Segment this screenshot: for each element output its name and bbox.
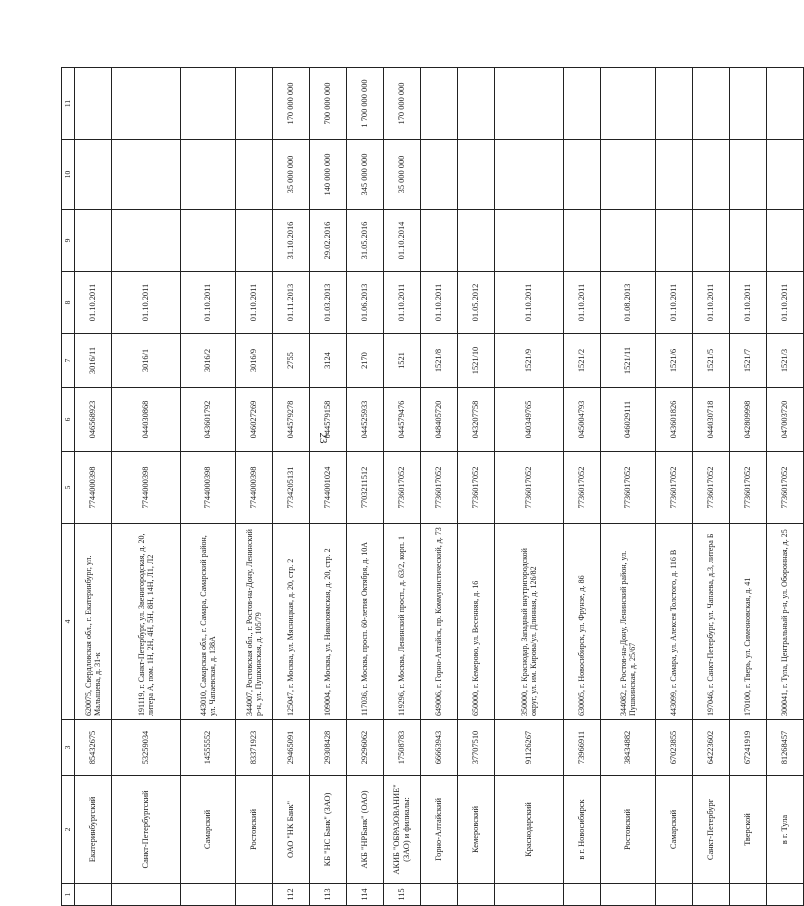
reg-number-cell: 2170 — [347, 334, 384, 388]
amount-cell — [693, 140, 730, 210]
start-date-cell: 01.10.2011 — [421, 272, 458, 334]
table-row — [181, 68, 236, 906]
inn-code-cell: 7744001024 — [310, 452, 347, 524]
row-number-cell: 112 — [273, 884, 310, 906]
table-row — [767, 68, 804, 906]
okpo-code-cell: 91126267 — [495, 720, 564, 776]
okpo-code-cell: 64223602 — [693, 720, 730, 776]
start-date-cell: 01.10.2011 — [495, 272, 564, 334]
rotated-table-container — [61, 68, 790, 906]
okpo-code-cell: 29308428 — [310, 720, 347, 776]
bik-code-cell: 046029111 — [601, 388, 656, 452]
address-cell: 125047, г. Москва, ул. Мясницкая, д. 20, стр. 2 — [273, 524, 310, 720]
bik-code-cell: 047003720 — [767, 388, 804, 452]
amount-cell — [75, 140, 112, 210]
start-date-cell: 01.10.2011 — [384, 272, 421, 334]
reg-number-cell: 1521/6 — [656, 334, 693, 388]
table-row — [458, 68, 495, 906]
bik-code-cell: 044579158 — [310, 388, 347, 452]
end-date-cell — [693, 210, 730, 272]
inn-code-cell: 7744000398 — [236, 452, 273, 524]
row-number-cell — [730, 884, 767, 906]
inn-code-cell: 7744000398 — [112, 452, 181, 524]
row-number-cell — [656, 884, 693, 906]
capital-cell — [458, 68, 495, 140]
okpo-code-cell: 67241919 — [730, 720, 767, 776]
inn-code-cell: 7744000398 — [181, 452, 236, 524]
capital-cell: 700 000 000 — [310, 68, 347, 140]
reg-number-cell: 1521/7 — [730, 334, 767, 388]
capital-cell — [181, 68, 236, 140]
bank-name-cell: Тверской — [730, 776, 767, 884]
address-cell: 630005, г. Новосибирск, ул. Фрунзе, д. 86 — [564, 524, 601, 720]
address-cell: 119296, г. Москва, Ленинский просп., д. 63/2, корп. 1 — [384, 524, 421, 720]
end-date-cell — [421, 210, 458, 272]
start-date-cell: 01.10.2011 — [236, 272, 273, 334]
capital-cell — [495, 68, 564, 140]
table-row — [347, 68, 384, 906]
okpo-code-cell: 29296062 — [347, 720, 384, 776]
address-cell: 197046, г. Санкт-Петербург, ул. Чапаева, д.3, литера Б — [693, 524, 730, 720]
start-date-cell: 01.06.2013 — [347, 272, 384, 334]
capital-cell — [730, 68, 767, 140]
bank-name-cell: Самарский — [181, 776, 236, 884]
amount-cell — [730, 140, 767, 210]
row-number-cell — [495, 884, 564, 906]
bank-name-cell: Екатеринбургский — [75, 776, 112, 884]
end-date-cell — [236, 210, 273, 272]
bik-code-cell: 044030868 — [112, 388, 181, 452]
table-row — [564, 68, 601, 906]
table-row — [656, 68, 693, 906]
bank-name-cell: в г. Тула — [767, 776, 804, 884]
reg-number-cell: 1521/9 — [495, 334, 564, 388]
bank-name-cell: АКИБ "ОБРАЗОВАНИЕ" (ЗАО) и филиалы: — [384, 776, 421, 884]
address-cell: 443099, г. Самара, ул. Алексея Толстого, д. 116 В — [656, 524, 693, 720]
table-body — [75, 68, 804, 906]
table-row — [310, 68, 347, 906]
address-cell: 650000, г. Кемерово, ул. Весенняя, д. 16 — [458, 524, 495, 720]
bank-name-cell: в г. Новосибирск — [564, 776, 601, 884]
capital-cell — [112, 68, 181, 140]
address-cell: 443010, Самарская обл., г. Самара, Самарский район, ул. Чапаевская, д. 138А — [181, 524, 236, 720]
start-date-cell: 01.10.2011 — [730, 272, 767, 334]
reg-number-cell: 1521/8 — [421, 334, 458, 388]
inn-code-cell: 7734205131 — [273, 452, 310, 524]
bik-code-cell: 048405720 — [421, 388, 458, 452]
start-date-cell: 01.08.2013 — [601, 272, 656, 334]
address-cell: 649006, г. Горно-Алтайск, пр. Коммунистический, д. 73 — [421, 524, 458, 720]
capital-cell: 170 000 000 — [273, 68, 310, 140]
end-date-cell — [75, 210, 112, 272]
capital-cell — [601, 68, 656, 140]
bank-name-cell: КБ "НС Банк" (ЗАО) — [310, 776, 347, 884]
column-header: 7 — [62, 334, 75, 388]
inn-code-cell: 7736017052 — [564, 452, 601, 524]
bik-code-cell: 043601792 — [181, 388, 236, 452]
end-date-cell: 31.05.2016 — [347, 210, 384, 272]
inn-code-cell: 7736017052 — [693, 452, 730, 524]
amount-cell: 140 000 000 — [310, 140, 347, 210]
amount-cell — [656, 140, 693, 210]
table-row — [75, 68, 112, 906]
column-header: 3 — [62, 720, 75, 776]
start-date-cell: 01.11.2013 — [273, 272, 310, 334]
table-row — [384, 68, 421, 906]
table-row — [273, 68, 310, 906]
amount-cell: 345 000 000 — [347, 140, 384, 210]
amount-cell — [601, 140, 656, 210]
okpo-code-cell: 81268457 — [767, 720, 804, 776]
bank-name-cell: Кемеровский — [458, 776, 495, 884]
okpo-code-cell: 73966911 — [564, 720, 601, 776]
reg-number-cell: 3016/2 — [181, 334, 236, 388]
okpo-code-cell: 37707510 — [458, 720, 495, 776]
end-date-cell — [656, 210, 693, 272]
end-date-cell — [458, 210, 495, 272]
start-date-cell: 01.10.2011 — [656, 272, 693, 334]
row-number-cell — [564, 884, 601, 906]
end-date-cell — [564, 210, 601, 272]
amount-cell — [564, 140, 601, 210]
inn-code-cell: 7736017052 — [656, 452, 693, 524]
capital-cell — [656, 68, 693, 140]
end-date-cell — [181, 210, 236, 272]
bank-name-cell: Санкт-Петербург — [693, 776, 730, 884]
amount-cell — [767, 140, 804, 210]
row-number-cell — [601, 884, 656, 906]
capital-cell — [236, 68, 273, 140]
amount-cell — [236, 140, 273, 210]
reg-number-cell: 3016/9 — [236, 334, 273, 388]
amount-cell — [495, 140, 564, 210]
capital-cell — [767, 68, 804, 140]
column-header: 4 — [62, 524, 75, 720]
inn-code-cell: 7736017052 — [767, 452, 804, 524]
bank-name-cell: АКБ "НРБанк" (ОАО) — [347, 776, 384, 884]
amount-cell — [421, 140, 458, 210]
reg-number-cell: 1521/11 — [601, 334, 656, 388]
inn-code-cell: 7736017052 — [384, 452, 421, 524]
start-date-cell: 01.10.2011 — [564, 272, 601, 334]
bank-name-cell: Ростовский — [601, 776, 656, 884]
inn-code-cell: 7736017052 — [601, 452, 656, 524]
start-date-cell: 01.10.2011 — [181, 272, 236, 334]
start-date-cell: 01.10.2011 — [75, 272, 112, 334]
address-cell: 191119, г. Санкт-Петербург, ул. Звенигородская, д. 20, литера А, пом. 1Н, 2Н, 4Н, 5Н, 8Н, 14Н, Л1, Л2 — [112, 524, 181, 720]
page-number: 23 — [317, 432, 329, 444]
capital-cell: 170 000 000 — [384, 68, 421, 140]
end-date-cell — [112, 210, 181, 272]
bank-name-cell: ОАО "НК Банк" — [273, 776, 310, 884]
bik-code-cell: 043207758 — [458, 388, 495, 452]
table-row — [495, 68, 564, 906]
amount-cell — [112, 140, 181, 210]
address-cell: 350000, г. Краснодар, Западный внутригородской округ, ул. им. Кирова/ул. Длинная, д. 126/82 — [495, 524, 564, 720]
inn-code-cell: 7744000398 — [75, 452, 112, 524]
bik-code-cell: 040349765 — [495, 388, 564, 452]
inn-code-cell: 7736017052 — [730, 452, 767, 524]
end-date-cell — [601, 210, 656, 272]
reg-number-cell: 1521 — [384, 334, 421, 388]
okpo-code-cell: 85432675 — [75, 720, 112, 776]
row-number-cell — [458, 884, 495, 906]
reg-number-cell: 1521/10 — [458, 334, 495, 388]
column-header: 1 — [62, 884, 75, 906]
row-number-cell — [181, 884, 236, 906]
end-date-cell: 31.10.2016 — [273, 210, 310, 272]
header-row — [62, 68, 75, 906]
address-cell: 300041, г. Тула, Центральный р-н, ул. Оборонная, д. 25 — [767, 524, 804, 720]
bik-code-cell: 043601826 — [656, 388, 693, 452]
row-number-cell: 115 — [384, 884, 421, 906]
table-row — [601, 68, 656, 906]
row-number-cell — [112, 884, 181, 906]
end-date-cell — [495, 210, 564, 272]
table-row — [693, 68, 730, 906]
bank-name-cell: Ростовский — [236, 776, 273, 884]
reg-number-cell: 1521/5 — [693, 334, 730, 388]
column-header: 6 — [62, 388, 75, 452]
column-header: 8 — [62, 272, 75, 334]
column-header: 2 — [62, 776, 75, 884]
start-date-cell: 01.03.2013 — [310, 272, 347, 334]
inn-code-cell: 7736017052 — [495, 452, 564, 524]
column-header: 9 — [62, 210, 75, 272]
amount-cell: 35 000 000 — [384, 140, 421, 210]
start-date-cell: 01.10.2011 — [693, 272, 730, 334]
okpo-code-cell: 38434882 — [601, 720, 656, 776]
address-cell: 620075, Свердловская обл., г. Екатеринбург, ул. Малышева, д. 31-к — [75, 524, 112, 720]
reg-number-cell: 1521/2 — [564, 334, 601, 388]
reg-number-cell: 1521/3 — [767, 334, 804, 388]
column-header: 10 — [62, 140, 75, 210]
row-number-cell — [693, 884, 730, 906]
bik-code-cell: 042809998 — [730, 388, 767, 452]
table-row — [421, 68, 458, 906]
address-cell: 170100, г. Тверь, ул. Симеоновская, д. 41 — [730, 524, 767, 720]
amount-cell: 35 000 000 — [273, 140, 310, 210]
reg-number-cell: 3016/1 — [112, 334, 181, 388]
table-row — [236, 68, 273, 906]
bank-name-cell: Самарский — [656, 776, 693, 884]
bik-code-cell: 044030718 — [693, 388, 730, 452]
address-cell: 344007, Ростовская обл., г. Ростов-на-Дону, Ленинский р-н, ул. Пушкинская, д. 105/79 — [236, 524, 273, 720]
bik-code-cell: 046027269 — [236, 388, 273, 452]
bank-name-cell: Горно-Алтайский — [421, 776, 458, 884]
bik-code-cell: 045004793 — [564, 388, 601, 452]
okpo-code-cell: 66663943 — [421, 720, 458, 776]
okpo-code-cell: 17508783 — [384, 720, 421, 776]
okpo-code-cell: 53259034 — [112, 720, 181, 776]
inn-code-cell: 7736017052 — [421, 452, 458, 524]
row-number-cell — [767, 884, 804, 906]
table-row — [112, 68, 181, 906]
amount-cell — [458, 140, 495, 210]
capital-cell — [75, 68, 112, 140]
bank-table — [61, 67, 804, 906]
bik-code-cell: 046568923 — [75, 388, 112, 452]
capital-cell: 1 700 000 000 — [347, 68, 384, 140]
table-wrapper — [61, 68, 790, 906]
capital-cell — [421, 68, 458, 140]
address-cell: 117036, г. Москва, просп. 60-летия Октября, д. 10А — [347, 524, 384, 720]
column-header: 5 — [62, 452, 75, 524]
row-number-cell — [236, 884, 273, 906]
row-number-cell: 114 — [347, 884, 384, 906]
start-date-cell: 01.05.2012 — [458, 272, 495, 334]
end-date-cell — [767, 210, 804, 272]
address-cell: 344082, г. Ростов-на-Дону, Ленинский район, ул. Пушкинская, д. 25/67 — [601, 524, 656, 720]
bik-code-cell: 044525933 — [347, 388, 384, 452]
reg-number-cell: 3124 — [310, 334, 347, 388]
amount-cell — [181, 140, 236, 210]
address-cell: 109004, г. Москва, ул. Николоямская, д. 20, стр. 2 — [310, 524, 347, 720]
reg-number-cell: 2755 — [273, 334, 310, 388]
column-header: 11 — [62, 68, 75, 140]
start-date-cell: 01.10.2011 — [112, 272, 181, 334]
row-number-cell — [75, 884, 112, 906]
okpo-code-cell: 14555552 — [181, 720, 236, 776]
okpo-code-cell: 83371923 — [236, 720, 273, 776]
inn-code-cell: 7703211512 — [347, 452, 384, 524]
okpo-code-cell: 29465091 — [273, 720, 310, 776]
bik-code-cell: 044579278 — [273, 388, 310, 452]
bank-name-cell: Краснодарский — [495, 776, 564, 884]
end-date-cell: 01.10.2014 — [384, 210, 421, 272]
reg-number-cell: 3016/11 — [75, 334, 112, 388]
capital-cell — [693, 68, 730, 140]
bik-code-cell: 044579476 — [384, 388, 421, 452]
end-date-cell — [730, 210, 767, 272]
inn-code-cell: 7736017052 — [458, 452, 495, 524]
okpo-code-cell: 67023855 — [656, 720, 693, 776]
end-date-cell: 29.02.2016 — [310, 210, 347, 272]
capital-cell — [564, 68, 601, 140]
row-number-cell — [421, 884, 458, 906]
bank-name-cell: Санкт-Петербургский — [112, 776, 181, 884]
start-date-cell: 01.10.2011 — [767, 272, 804, 334]
row-number-cell: 113 — [310, 884, 347, 906]
table-row — [730, 68, 767, 906]
